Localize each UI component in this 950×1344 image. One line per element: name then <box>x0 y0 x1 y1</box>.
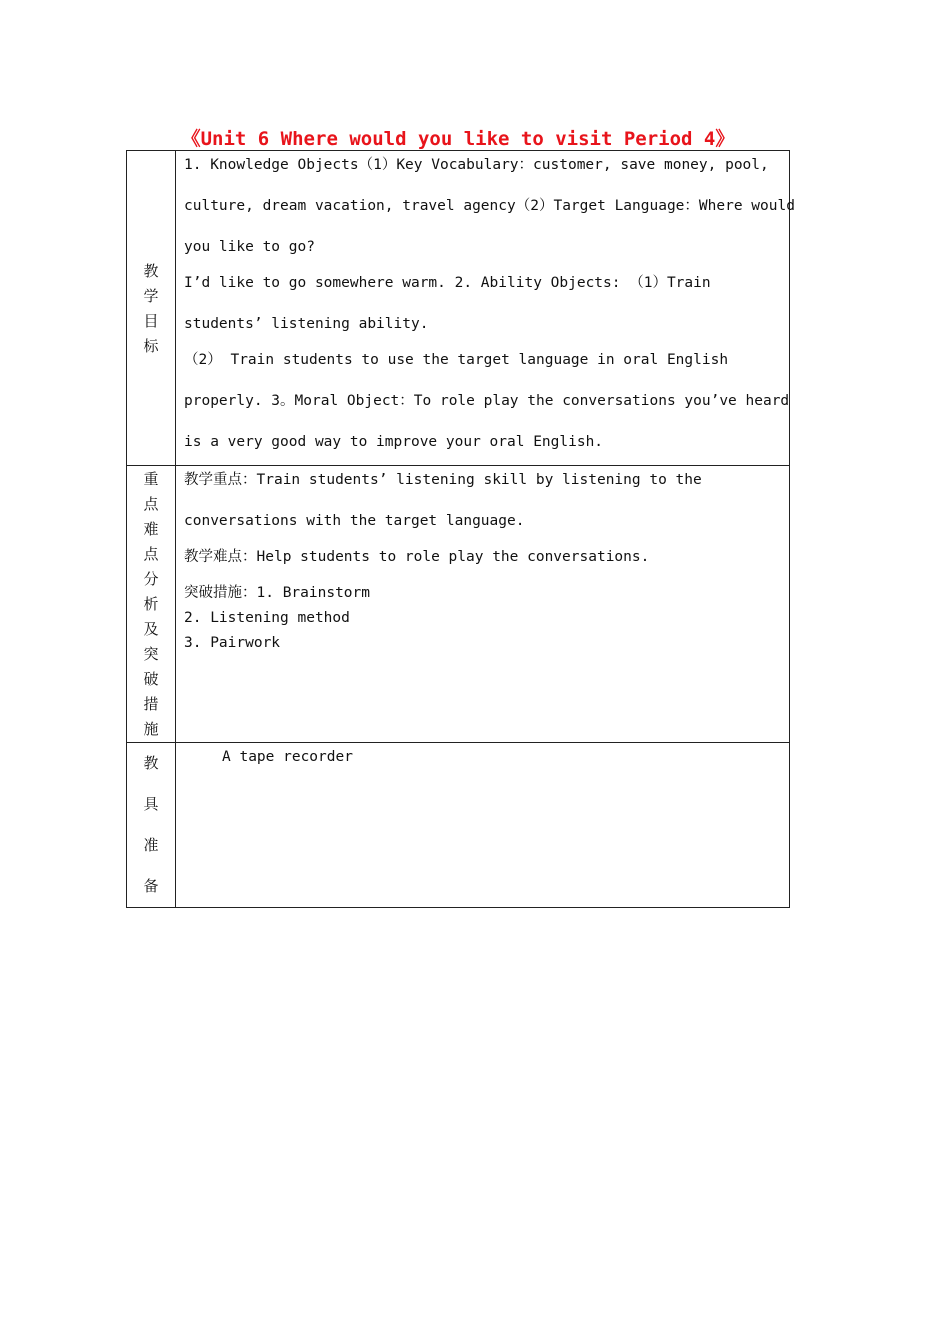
label-char: 教 <box>143 262 159 280</box>
row-label-teaching-aids <box>127 743 176 908</box>
table-row-key-points <box>127 466 790 743</box>
text-line: （2） Train students to use the target language in oral English <box>184 352 729 368</box>
label-char: 标 <box>143 337 159 355</box>
text-line: 教学重点：Train students’ listening skill by listening to the <box>184 472 702 488</box>
text-line: is a very good way to improve your oral English. <box>184 434 604 450</box>
document-title: 《Unit 6 Where would you like to visit Period 4》 <box>181 128 735 150</box>
label-char: 点 <box>143 495 159 513</box>
label-char: 点 <box>143 545 159 563</box>
text-line: you like to go? <box>184 239 315 255</box>
text-line: 2. Listening method <box>184 610 350 626</box>
label-char: 教 <box>143 754 159 772</box>
lesson-plan-table <box>126 150 795 908</box>
text-line: properly. 3。Moral Object：To role play the conversations you’ve heard <box>184 393 790 409</box>
label-char: 目 <box>143 312 159 330</box>
table-row-objectives <box>127 151 790 466</box>
text-line: conversations with the target language. <box>184 513 525 529</box>
label-char: 重 <box>143 470 159 488</box>
label-char: 难 <box>143 520 159 538</box>
text-line: 1. Knowledge Objects（1）Key Vocabulary：customer, save money, pool, <box>184 157 769 173</box>
table-row-teaching-aids <box>127 743 790 908</box>
label-char: 施 <box>143 720 159 738</box>
key-points-content <box>176 466 790 743</box>
teaching-aids-content <box>176 743 790 908</box>
label-char: 学 <box>143 287 159 305</box>
label-char: 及 <box>143 620 159 638</box>
row-label-objectives <box>127 151 176 466</box>
text-line: culture, dream vacation, travel agency（2）Target Language：Where would <box>184 198 795 214</box>
label-char: 备 <box>143 877 159 895</box>
label-char: 分 <box>143 570 159 588</box>
label-char: 突 <box>143 645 159 663</box>
text-line: 突破措施：1. Brainstorm <box>184 585 370 601</box>
label-char: 准 <box>143 836 159 854</box>
text-line: students’ listening ability. <box>184 316 429 332</box>
text-line: A tape recorder <box>222 749 353 765</box>
text-line: I’d like to go somewhere warm. 2. Ability Objects: （1）Train <box>184 275 711 291</box>
label-char: 具 <box>143 795 159 813</box>
label-char: 析 <box>143 595 159 613</box>
row-label-key-points <box>127 466 176 743</box>
label-char: 破 <box>143 670 159 688</box>
text-line: 教学难点：Help students to role play the conversations. <box>184 549 650 565</box>
objectives-content <box>176 151 795 466</box>
label-char: 措 <box>143 695 159 713</box>
text-line: 3. Pairwork <box>184 635 281 651</box>
